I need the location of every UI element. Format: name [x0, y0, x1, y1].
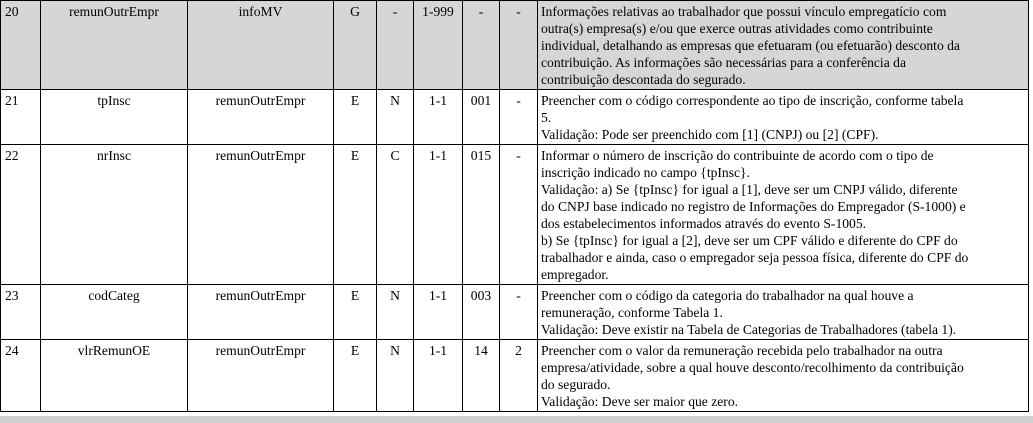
description-line: Validação: Deve ser maior que zero.: [541, 394, 739, 409]
field-name: remunOutrEmpr: [41, 1, 188, 90]
description-line: do segurado.: [541, 377, 611, 392]
field-size: 003: [463, 285, 500, 340]
decimals: -: [500, 1, 538, 90]
description-line: b) Se {tpInsc} for igual a [2], deve ser um CPF válido e diferente do CPF do: [541, 233, 958, 248]
description-line: empregador.: [541, 267, 609, 282]
description-line: empresa/atividade, sobre a qual houve desconto/recolhimento da contribuição: [541, 360, 964, 375]
field-name: vlrRemunOE: [41, 340, 188, 412]
field-size: 015: [463, 145, 500, 285]
data-format: -: [377, 1, 414, 90]
data-format: C: [377, 145, 414, 285]
description-line: remuneração, conforme Tabela 1.: [541, 305, 723, 320]
occurrence: 1-1: [414, 340, 463, 412]
description-line: Informar o número de inscrição do contribuinte de acordo com o tipo de: [541, 148, 934, 163]
description-line: trabalhador e ainda, caso o empregador seja pessoa física, diferente do CPF do: [541, 250, 969, 265]
parent-group: remunOutrEmpr: [188, 145, 334, 285]
description-line: contribuição descontada do segurado.: [541, 72, 746, 87]
decimals: -: [500, 285, 538, 340]
element-type: E: [334, 90, 377, 145]
occurrence: 1-1: [414, 145, 463, 285]
row-number: 20: [1, 1, 41, 90]
field-description: [538, 90, 1029, 145]
description-line: Preencher com o valor da remuneração recebida pelo trabalhador na outra: [541, 343, 943, 358]
parent-group: remunOutrEmpr: [188, 285, 334, 340]
field-description: [538, 145, 1029, 285]
description-line: outra(s) empresa(s) e/ou que exerce outras atividades como contribuinte: [541, 21, 933, 36]
description-line: Preencher com o código da categoria do trabalhador na qual houve a: [541, 288, 914, 303]
field-size: 001: [463, 90, 500, 145]
decimals: -: [500, 145, 538, 285]
field-description: [538, 1, 1029, 90]
occurrence: 1-1: [414, 285, 463, 340]
description-line: Validação: Deve existir na Tabela de Categorias de Trabalhadores (tabela 1).: [541, 322, 957, 337]
element-type: E: [334, 145, 377, 285]
field-name: codCateg: [41, 285, 188, 340]
description-line: Preencher com o código correspondente ao tipo de inscrição, conforme tabela: [541, 93, 964, 108]
description-line: Validação: a) Se {tpInsc} for igual a [1], deve ser um CNPJ válido, diferente: [541, 182, 958, 197]
parent-group: infoMV: [188, 1, 334, 90]
decimals: -: [500, 90, 538, 145]
field-description: [538, 285, 1029, 340]
table-row: [1, 285, 1029, 340]
table-row: [1, 145, 1029, 285]
field-size: 14: [463, 340, 500, 412]
description-line: individual, detalhando as empresas que efetuaram (ou efetuarão) desconto da: [541, 38, 960, 53]
row-number: 23: [1, 285, 41, 340]
occurrence: 1-999: [414, 1, 463, 90]
row-number: 22: [1, 145, 41, 285]
field-name: tpInsc: [41, 90, 188, 145]
occurrence: 1-1: [414, 90, 463, 145]
data-format: N: [377, 340, 414, 412]
element-type: E: [334, 285, 377, 340]
table-row: [1, 90, 1029, 145]
element-type: E: [334, 340, 377, 412]
description-line: 5.: [541, 110, 552, 125]
data-format: N: [377, 285, 414, 340]
row-number: 24: [1, 340, 41, 412]
table-row: [1, 1, 1029, 90]
field-name: nrInsc: [41, 145, 188, 285]
description-line: inscrição indicado no campo {tpInsc}.: [541, 165, 750, 180]
field-size: -: [463, 1, 500, 90]
description-line: Validação: Pode ser preenchido com [1] (CNPJ) ou [2] (CPF).: [541, 127, 879, 142]
description-line: contribuição. As informações são necessárias para a conferência da: [541, 55, 906, 70]
decimals: 2: [500, 340, 538, 412]
parent-group: remunOutrEmpr: [188, 340, 334, 412]
row-number: 21: [1, 90, 41, 145]
description-line: Informações relativas ao trabalhador que possui vínculo empregatício com: [541, 4, 947, 19]
data-format: N: [377, 90, 414, 145]
next-row-shading: [0, 416, 1033, 423]
field-description: [538, 340, 1029, 412]
parent-group: remunOutrEmpr: [188, 90, 334, 145]
element-type: G: [334, 1, 377, 90]
table-row: [1, 340, 1029, 412]
description-line: dos estabelecimentos informados através do evento S-1005.: [541, 216, 867, 231]
description-line: do CNPJ base indicado no registro de Informações do Empregador (S-1000) e: [541, 199, 966, 214]
